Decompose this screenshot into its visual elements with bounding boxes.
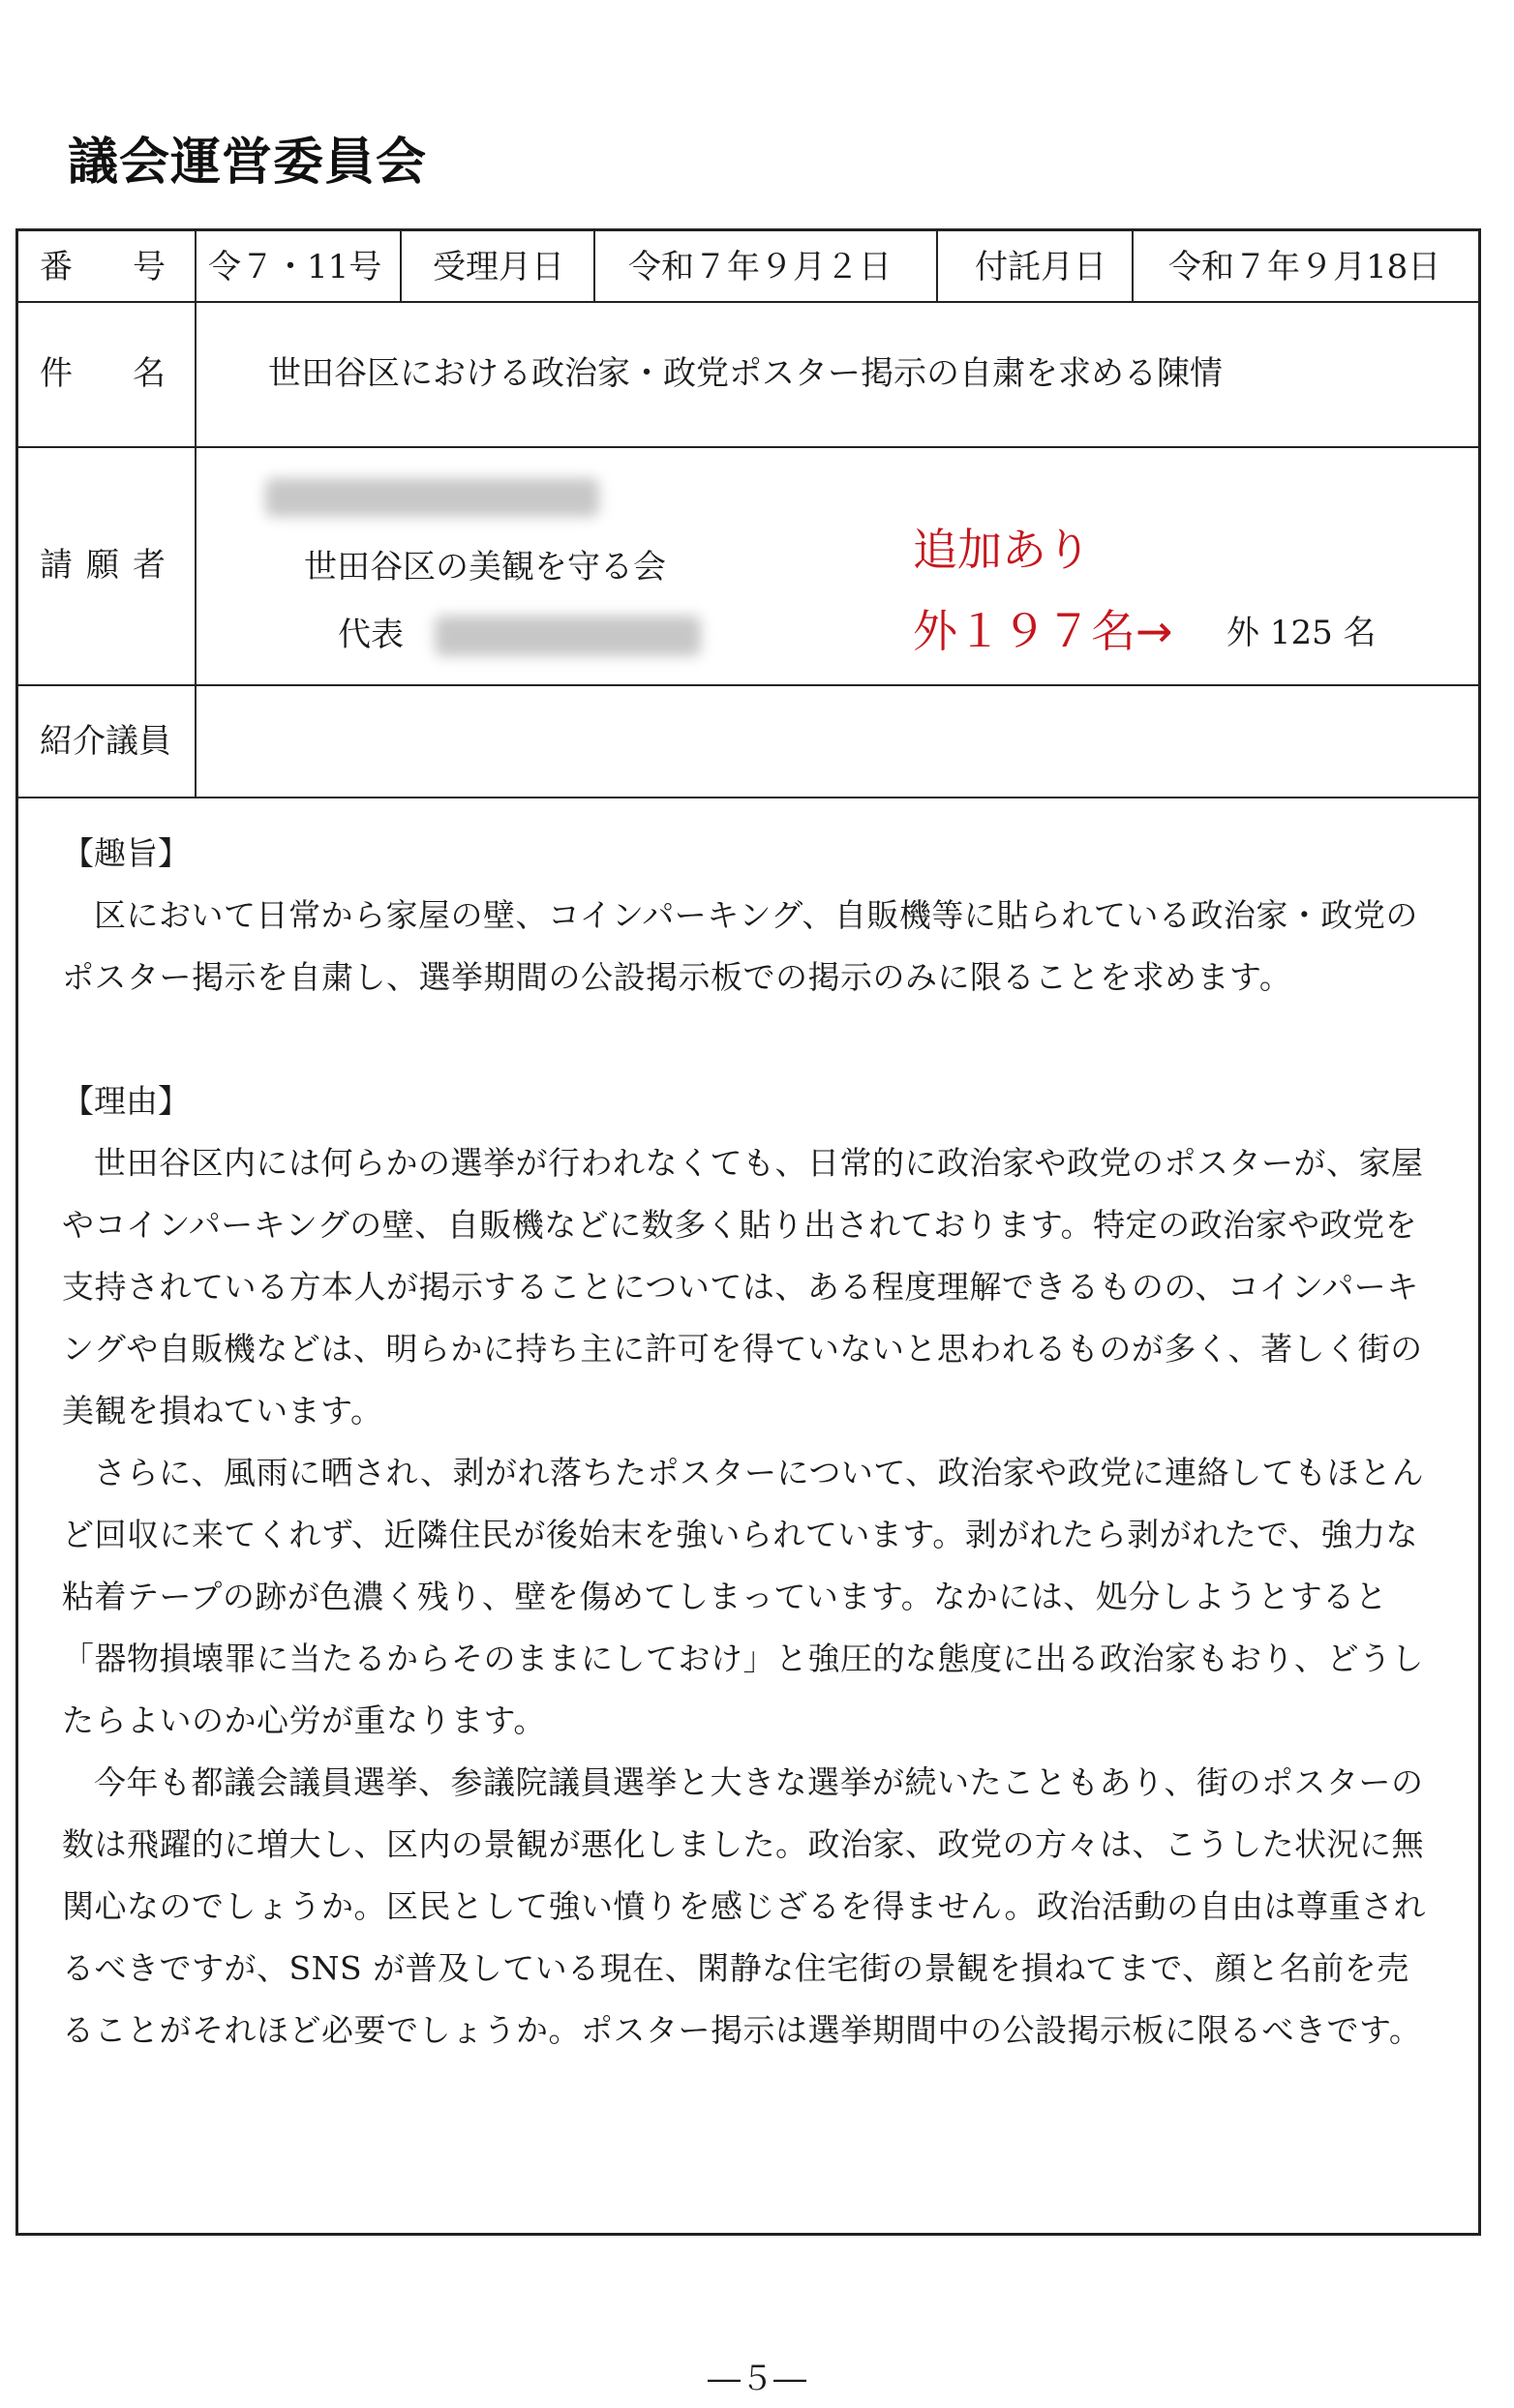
received-value: 令和７年９月２日 bbox=[628, 248, 892, 286]
introducer-label: 紹介議員 bbox=[40, 722, 171, 761]
petitioner-others: 外 125 名 bbox=[1226, 614, 1377, 652]
petitioner-label: 請願者 bbox=[40, 546, 179, 585]
row-divider bbox=[18, 446, 1478, 448]
purpose-heading: 【趣旨】 bbox=[62, 834, 190, 872]
reason-paragraph: さらに、風雨に晒され、剥がれ落ちたポスターについて、政治家や政党に連絡してもほとんど回収に来てくれず、近隣住民が後始末を強いられています。剥がれたら剥がれたで、強力な粘着テープの跡が色濃く残り、壁を傷めてしまっています。なかには、処分しようとすると「器物損壊罪に当たるからそのままにしておけ」と強圧的な態度に出る政治家もおり、どうしたらよいのか心労が重なります。 bbox=[62, 1454, 1425, 1739]
row-divider bbox=[18, 301, 1478, 303]
petitioner-org-name: 世田谷区の美観を守る会 bbox=[304, 548, 666, 587]
number-value: 令７・11号 bbox=[208, 248, 382, 286]
referred-label: 付託月日 bbox=[975, 248, 1106, 286]
referred-value: 令和７年９月18日 bbox=[1168, 248, 1441, 286]
row-divider bbox=[18, 684, 1478, 686]
reason-paragraph: 世田谷区内には何らかの選挙が行われなくても、日常的に政治家や政党のポスターが、家屋やコインパーキングの壁、自販機などに数多く貼り出されております。特定の政治家や政党を支持されている方本人が掲示することについては、ある程度理解できるものの、コインパーキングや自販機などは、明らかに持ち主に許可を得ていないと思われるものが多く、著しく街の美観を損ねています。 bbox=[62, 1144, 1424, 1430]
updated-count-note: 外１９７名→ bbox=[913, 605, 1173, 657]
row-divider bbox=[18, 797, 1478, 798]
representative-label: 代表 bbox=[338, 616, 404, 654]
col-divider bbox=[400, 231, 402, 301]
added-note: 追加あり bbox=[913, 524, 1091, 576]
redacted-representative-name bbox=[435, 616, 701, 656]
subject-value: 世田谷区における政治家・政党ポスター掲示の自粛を求める陳情 bbox=[268, 354, 1223, 393]
purpose-paragraph: 区において日常から家屋の壁、コインパーキング、自販機等に貼られている政治家・政党のポスター掲示を自粛し、選挙期間の公設掲示板での掲示のみに限ることを求めます。 bbox=[62, 896, 1418, 996]
reason-heading: 【理由】 bbox=[62, 1082, 190, 1120]
col-divider bbox=[1132, 231, 1134, 301]
received-label: 受理月日 bbox=[433, 248, 564, 286]
reason-paragraph: 今年も都議会議員選挙、参議院議員選挙と大きな選挙が続いたこともあり、街のポスターの数は飛躍的に増大し、区内の景観が悪化しました。政治家、政党の方々は、こうした状況に無関心なのでしょうか。区民として強い憤りを感じざるを得ません。政治活動の自由は尊重されるべきですが、SNS が普及している現在、閑静な住宅街の景観を損ねてまで、顔と名前を売ることがそれほど必要でしょうか。ポスター掲示は選挙期間中の公設掲示板に限るべきです。 bbox=[62, 1763, 1426, 2049]
col-divider bbox=[936, 231, 938, 301]
page-heading: 議会運営委員会 bbox=[68, 134, 428, 192]
subject-label: 件名 bbox=[40, 354, 226, 393]
page-number: ―５― bbox=[708, 2360, 806, 2398]
redacted-address bbox=[265, 478, 599, 517]
col-divider bbox=[593, 231, 595, 301]
number-label: 番号 bbox=[40, 248, 226, 286]
petition-body bbox=[62, 823, 1427, 2062]
